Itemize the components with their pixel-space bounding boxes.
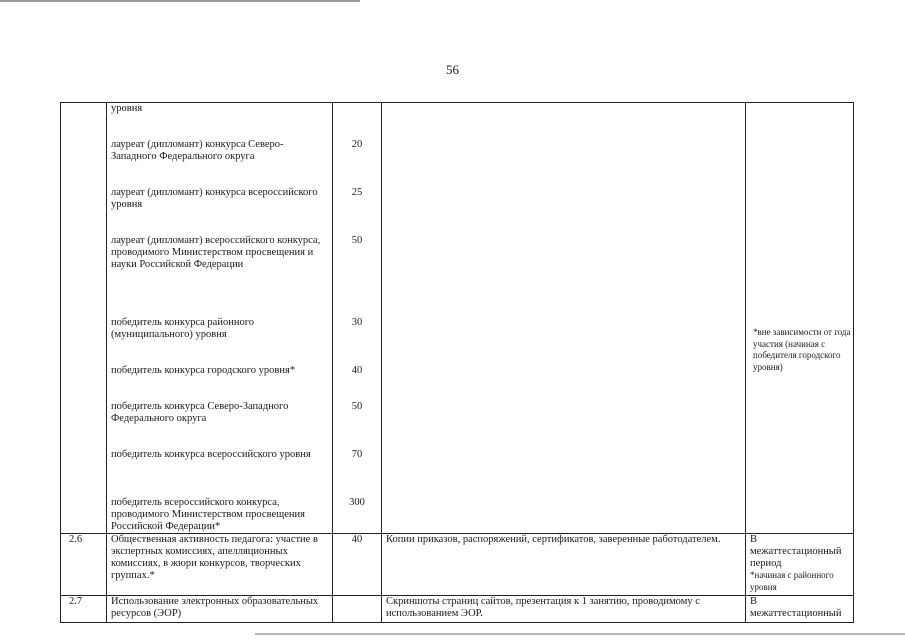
list-item: победитель конкурса городского уровня* (111, 365, 296, 376)
points-value (333, 596, 382, 623)
note-text: В межаттестационный (750, 596, 842, 619)
points-value: 50 (351, 401, 363, 412)
row-number: 2.7 (61, 596, 107, 623)
list-item: лауреат (дипломант) конкурса Северо-Западного Федерального округа (111, 139, 284, 162)
criterion-text: Общественная активность педагога: участие в экспертных комиссиях, апелляционных комиссиях, в жюри конкурсов, творческих группах.* (107, 534, 333, 596)
list-item: лауреат (дипломант) конкурса всероссийского уровня (111, 187, 318, 210)
documents-cell (382, 103, 746, 534)
points-value: 40 (333, 534, 382, 596)
documents-text: Скриншоты страниц сайтов, презентация к 1 занятию, проводимому с использованием ЭОР. (382, 596, 746, 623)
list-item: победитель конкурса Северо-Западного Федерального округа (111, 401, 289, 424)
note-cell (746, 534, 854, 596)
note-extra-text: *начиная с районного уровня (750, 570, 834, 592)
points-value: 20 (351, 139, 363, 150)
points-value: 25 (351, 187, 363, 198)
page-number: 56 (446, 62, 459, 77)
list-item: лауреат (дипломант) всероссийского конкурса, проводимого Министерством просвещения и науки Российской Федерации (111, 235, 321, 270)
note-cell (746, 103, 854, 534)
criterion-text: Использование электронных образовательных ресурсов (ЭОР) (107, 596, 333, 623)
criterion-cell (107, 103, 333, 534)
list-item: победитель конкурса районного (муниципального) уровня (111, 317, 254, 340)
list-item: уровня (111, 103, 143, 114)
points-value: 50 (351, 235, 363, 246)
scan-edge-bottom (255, 633, 905, 635)
table-row-continuation (61, 103, 854, 534)
scan-edge-top (0, 0, 360, 2)
documents-text: Копии приказов, распоряжений, сертификатов, заверенные работодателем. (382, 534, 746, 596)
list-item: победитель всероссийского конкурса, проводимого Министерством просвещения Российской Федерации* (111, 497, 305, 532)
table-row-2-6 (61, 534, 854, 596)
points-value: 70 (351, 449, 363, 460)
points-value (337, 103, 377, 115)
criteria-table (60, 102, 854, 623)
table-row-2-7 (61, 596, 854, 623)
list-item: победитель конкурса всероссийского уровня (111, 449, 311, 460)
points-value: 40 (351, 365, 363, 376)
row-number-cell (61, 103, 107, 534)
note-cell (746, 596, 854, 623)
note-text: В межаттестационный период (750, 534, 842, 569)
points-value: 30 (351, 317, 363, 328)
points-cell (333, 103, 382, 534)
points-value: 300 (349, 497, 365, 508)
row-number: 2.6 (61, 534, 107, 596)
note-text: *вне зависимости от года участия (начиная с победителя городского уровня) (753, 327, 851, 372)
